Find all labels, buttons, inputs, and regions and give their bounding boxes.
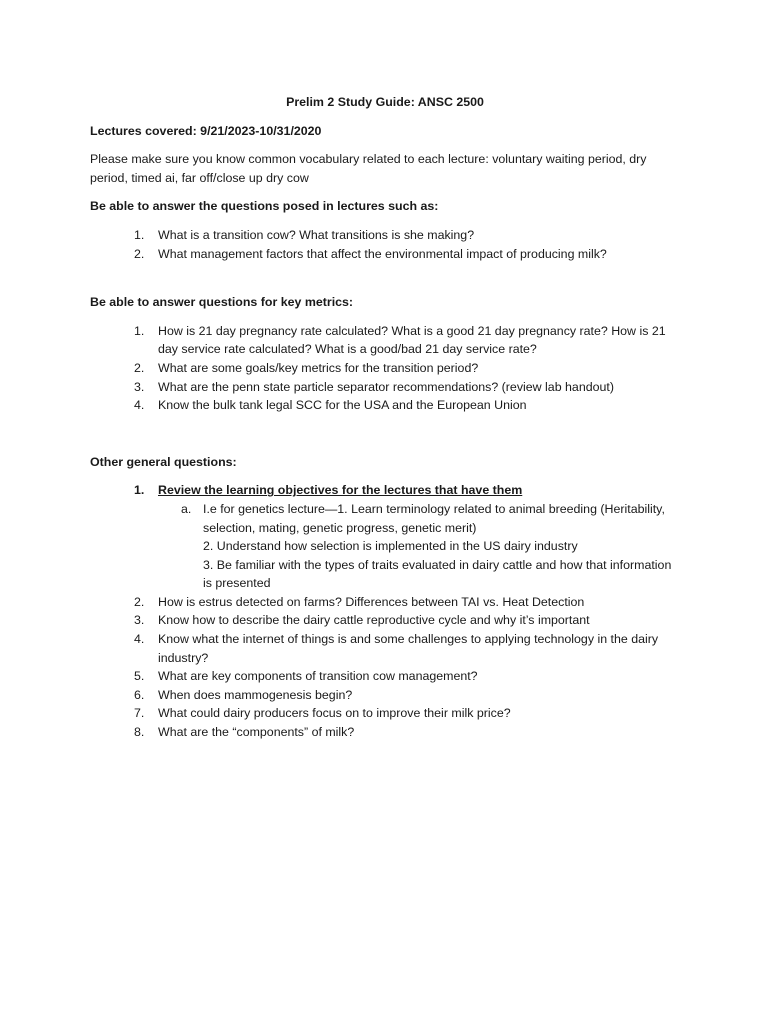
section1-heading: Be able to answer the questions posed in lectures such as:	[90, 199, 439, 214]
list-number: 7.	[134, 706, 145, 721]
list-item-text: Know the bulk tank legal SCC for the USA and the European Union	[158, 398, 527, 413]
list-number: 2.	[134, 594, 145, 609]
list-item	[90, 359, 680, 378]
list-item-text: How is estrus detected on farms? Differences between TAI vs. Heat Detection	[158, 594, 585, 609]
list-item-text: What are the “components” of milk?	[158, 725, 355, 740]
list-item-text: What are some goals/key metrics for the transition period?	[158, 360, 479, 375]
list-item	[90, 322, 680, 359]
list-item	[90, 686, 680, 705]
sub-list-letter: a.	[181, 501, 192, 516]
list-number: 1.	[134, 323, 145, 338]
list-item	[90, 593, 680, 612]
list-item	[90, 378, 680, 397]
list-item-text: What are key components of transition cow management?	[158, 669, 478, 684]
section3-list	[90, 481, 680, 741]
list-item	[90, 245, 680, 264]
section2-list	[90, 322, 680, 415]
list-number: 4.	[134, 632, 145, 647]
list-number: 6.	[134, 687, 145, 702]
section1-list	[90, 226, 680, 263]
list-item	[90, 667, 680, 686]
list-item	[90, 481, 680, 500]
list-number: 1.	[134, 227, 145, 242]
section3-heading: Other general questions:	[90, 454, 237, 469]
section2-heading: Be able to answer questions for key metrics:	[90, 295, 354, 310]
sub-list-item	[90, 500, 680, 593]
list-item-text: Know what the internet of things is and some challenges to applying technology in the dairy industry?	[158, 632, 659, 665]
list-item-text: Know how to describe the dairy cattle reproductive cycle and why it’s important	[158, 613, 590, 628]
list-item-text: How is 21 day pregnancy rate calculated? What is a good 21 day pregnancy rate? How is 21 day service rate calculated? What is a good/bad 21 day service rate?	[158, 323, 666, 357]
list-number: 1.	[134, 483, 145, 498]
list-number: 5.	[134, 669, 145, 684]
list-number: 2.	[134, 246, 145, 261]
list-item	[90, 396, 680, 415]
list-item	[90, 611, 680, 630]
sub-item-line: I.e for genetics lecture—1. Learn terminology related to animal breeding (Heritability, selection, mating, genetic progress, genetic merit)	[203, 501, 665, 535]
vocab-note: Please make sure you know common vocabulary related to each lecture: voluntary waiting period, dry period, timed ai, far off/close up dry cow	[90, 152, 647, 185]
list-number: 3.	[134, 379, 145, 394]
lectures-covered: Lectures covered: 9/21/2023-10/31/2020	[90, 123, 322, 138]
list-item-text: What could dairy producers focus on to improve their milk price?	[158, 706, 511, 721]
list-number: 3.	[134, 613, 145, 628]
list-number: 2.	[134, 360, 145, 375]
list-item	[90, 723, 680, 742]
list-item-text: Review the learning objectives for the lectures that have them	[158, 483, 523, 498]
list-item-text: What are the penn state particle separator recommendations? (review lab handout)	[158, 379, 614, 394]
list-number: 8.	[134, 725, 145, 740]
sub-item-line: 2. Understand how selection is implemented in the US dairy industry	[203, 539, 578, 554]
list-item-text: When does mammogenesis begin?	[158, 687, 353, 702]
sub-item-line: 3. Be familiar with the types of traits evaluated in dairy cattle and how that information is presented	[203, 557, 672, 591]
list-item	[90, 630, 680, 667]
list-item	[90, 704, 680, 723]
document-body	[90, 93, 680, 742]
list-item-text: What is a transition cow? What transitions is she making?	[158, 227, 475, 242]
page-title: Prelim 2 Study Guide: ANSC 2500	[286, 95, 484, 109]
list-number: 4.	[134, 398, 145, 413]
list-item	[90, 226, 680, 245]
list-item-text: What management factors that affect the environmental impact of producing milk?	[158, 246, 607, 261]
